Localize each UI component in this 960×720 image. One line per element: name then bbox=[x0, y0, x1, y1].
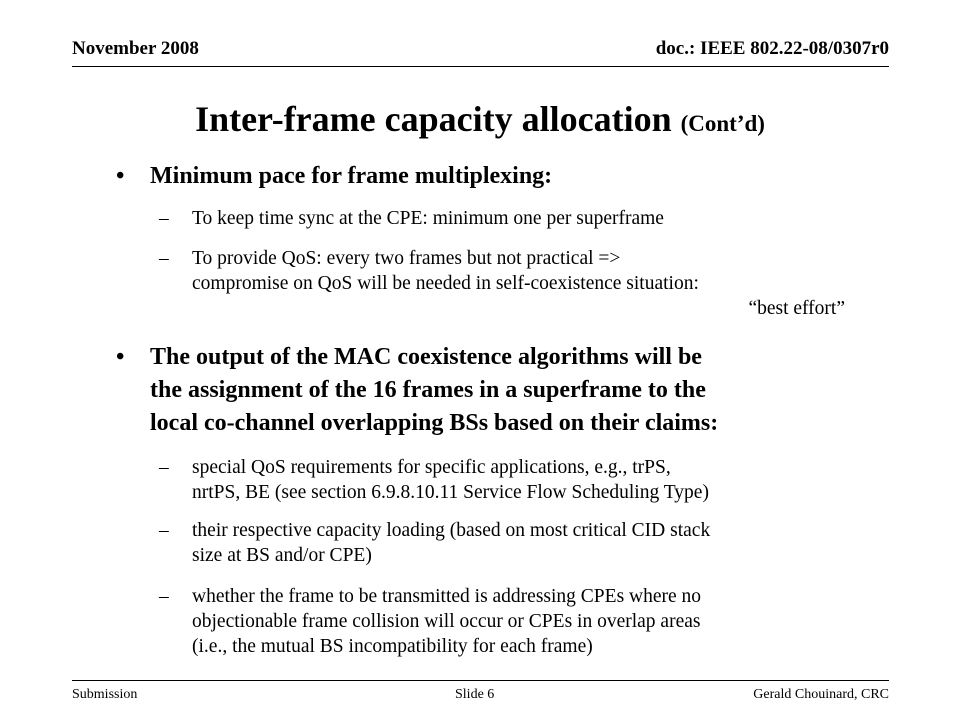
footer-author: Gerald Chouinard, CRC bbox=[753, 687, 889, 702]
subitem-dash: – bbox=[159, 208, 169, 229]
footer-divider bbox=[72, 680, 889, 681]
header-date: November 2008 bbox=[72, 38, 199, 59]
subitem-line: size at BS and/or CPE) bbox=[192, 545, 372, 566]
bullet-dot: • bbox=[116, 344, 125, 370]
bullet-line: The output of the MAC coexistence algorithms will be bbox=[150, 344, 702, 370]
bullet-dot: • bbox=[116, 163, 125, 189]
subitem-text bbox=[192, 246, 912, 321]
subitem-text bbox=[192, 455, 912, 505]
subitem-text: To keep time sync at the CPE: minimum one per superframe bbox=[192, 208, 664, 229]
bullet-text: Minimum pace for frame multiplexing: bbox=[150, 163, 553, 189]
header-divider bbox=[72, 66, 889, 67]
subitem-dash: – bbox=[159, 586, 169, 607]
bullet-line: the assignment of the 16 frames in a superframe to the bbox=[150, 377, 706, 403]
subitem-line: special QoS requirements for specific applications, e.g., trPS, bbox=[192, 457, 671, 478]
slide-title bbox=[0, 98, 960, 140]
title-main: Inter-frame capacity allocation bbox=[195, 99, 672, 139]
subitem-line: whether the frame to be transmitted is addressing CPEs where no bbox=[192, 586, 702, 607]
header-doc-id: doc.: IEEE 802.22-08/0307r0 bbox=[655, 38, 889, 59]
title-suffix: (Cont’d) bbox=[680, 111, 765, 136]
subitem-dash: – bbox=[159, 457, 169, 478]
subitem-line: “best effort” bbox=[748, 298, 845, 319]
subitem-dash: – bbox=[159, 248, 169, 269]
subitem-text bbox=[192, 518, 912, 568]
subitem-line: compromise on QoS will be needed in self-coexistence situation: bbox=[192, 273, 699, 294]
subitem-line: nrtPS, BE (see section 6.9.8.10.11 Service Flow Scheduling Type) bbox=[192, 482, 709, 503]
subitem-dash: – bbox=[159, 520, 169, 541]
subitem-line: objectionable frame collision will occur or CPEs in overlap areas bbox=[192, 611, 701, 632]
subitem-text bbox=[192, 584, 912, 659]
footer-submission: Submission bbox=[72, 687, 138, 702]
bullet-line: local co-channel overlapping BSs based on their claims: bbox=[150, 410, 719, 436]
subitem-line: their respective capacity loading (based on most critical CID stack bbox=[192, 520, 711, 541]
footer-slide-number: Slide 6 bbox=[455, 687, 495, 702]
bullet-text bbox=[150, 341, 910, 440]
subitem-line: To provide QoS: every two frames but not practical => bbox=[192, 248, 621, 269]
subitem-line: (i.e., the mutual BS incompatibility for each frame) bbox=[192, 636, 593, 657]
